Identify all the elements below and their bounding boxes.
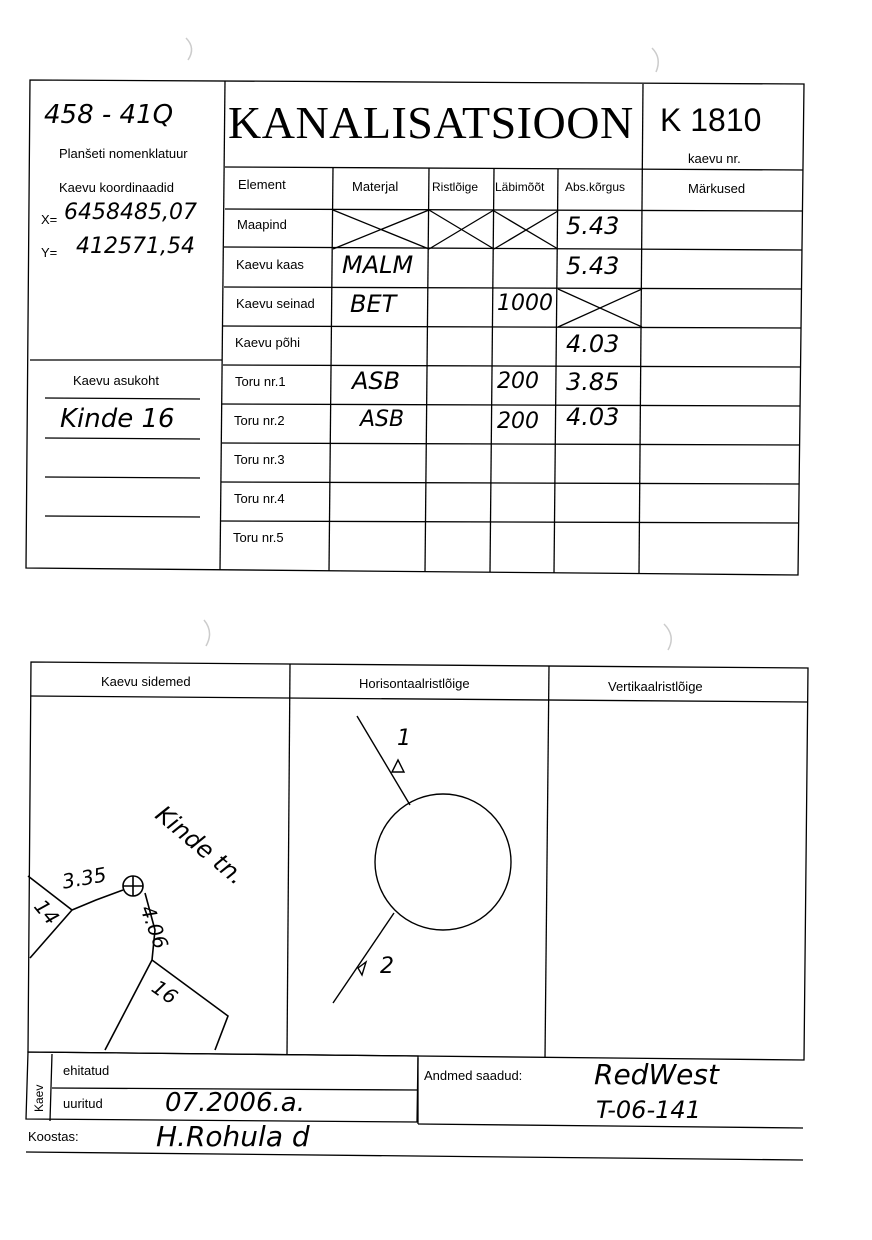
surveyed-value: 07.2006.a. [165, 1088, 305, 1118]
row-element: Toru nr.2 [234, 413, 285, 428]
page-title: KANALISATSIOON [228, 97, 634, 148]
material-value: ASB [360, 407, 405, 432]
row-element: Toru nr.4 [234, 491, 285, 506]
vertical-label: Vertikaalristlõige [608, 679, 703, 694]
col-notes: Märkused [688, 181, 746, 196]
elev-value: 4.03 [566, 330, 620, 358]
row-element: Toru nr.1 [235, 374, 286, 389]
links-label: Kaevu sidemed [101, 674, 191, 689]
material-value: ASB [352, 367, 401, 395]
well-number: K 1810 [660, 102, 762, 138]
elev-value: 3.85 [566, 368, 620, 396]
col-material: Materjal [352, 179, 399, 194]
data-label: Andmed saadud: [424, 1068, 523, 1083]
pipe-label: 1 [397, 726, 411, 751]
distance-label: 4.06 [135, 902, 174, 953]
row-element: Kaevu kaas [236, 257, 304, 272]
location-label: Kaevu asukoht [73, 373, 160, 388]
elev-value: 5.43 [566, 252, 620, 280]
coords-label: Kaevu koordinaadid [59, 180, 174, 195]
house-number: 16 [147, 974, 183, 1010]
sheet-number: 458 - 41Q [44, 100, 174, 130]
row-element: Toru nr.3 [234, 452, 285, 467]
row-element: Toru nr.5 [233, 530, 284, 545]
sheet-label: Planšeti nomenklatuur [59, 146, 188, 161]
built-label: ehitatud [63, 1063, 110, 1078]
y-label: Y= [41, 245, 58, 260]
material-value: MALM [342, 251, 414, 279]
x-label: X= [41, 212, 58, 227]
data-source: RedWest [594, 1058, 719, 1091]
author-label: Koostas: [28, 1129, 79, 1144]
location-value: Kinde 16 [60, 404, 175, 434]
surveyed-label: uuritud [63, 1096, 103, 1111]
house-number: 14 [29, 894, 65, 930]
material-value: BET [350, 290, 397, 318]
y-value: 412571,54 [76, 234, 195, 259]
site-sketch [28, 876, 228, 1050]
horizontal-section [333, 716, 511, 1003]
col-element: Element [238, 177, 286, 192]
author-signature: H.Rohula d [156, 1120, 310, 1153]
col-diameter: Läbimõõt [495, 180, 545, 194]
street-label: Kinde tn. [150, 800, 251, 891]
pipe-label: 2 [380, 954, 394, 979]
elev-value: 5.43 [566, 212, 620, 240]
col-elevation: Abs.kõrgus [565, 180, 626, 194]
diameter-value: 200 [497, 369, 539, 394]
row-element: Maapind [237, 217, 287, 232]
col-cross-section: Ristlõige [432, 180, 479, 194]
well-number-label: kaevu nr. [688, 151, 741, 166]
elev-value: 4.03 [566, 403, 620, 431]
kaev-label: Kaev [32, 1084, 46, 1112]
distance-label: 3.35 [60, 862, 109, 894]
row-element: Kaevu põhi [235, 335, 301, 350]
diameter-value: 200 [497, 409, 539, 434]
diameter-value: 1000 [497, 291, 553, 316]
data-reference: T-06-141 [596, 1096, 701, 1124]
horizontal-label: Horisontaalristlõige [359, 676, 470, 691]
x-value: 6458485,07 [64, 200, 197, 225]
row-element: Kaevu seinad [236, 296, 315, 311]
